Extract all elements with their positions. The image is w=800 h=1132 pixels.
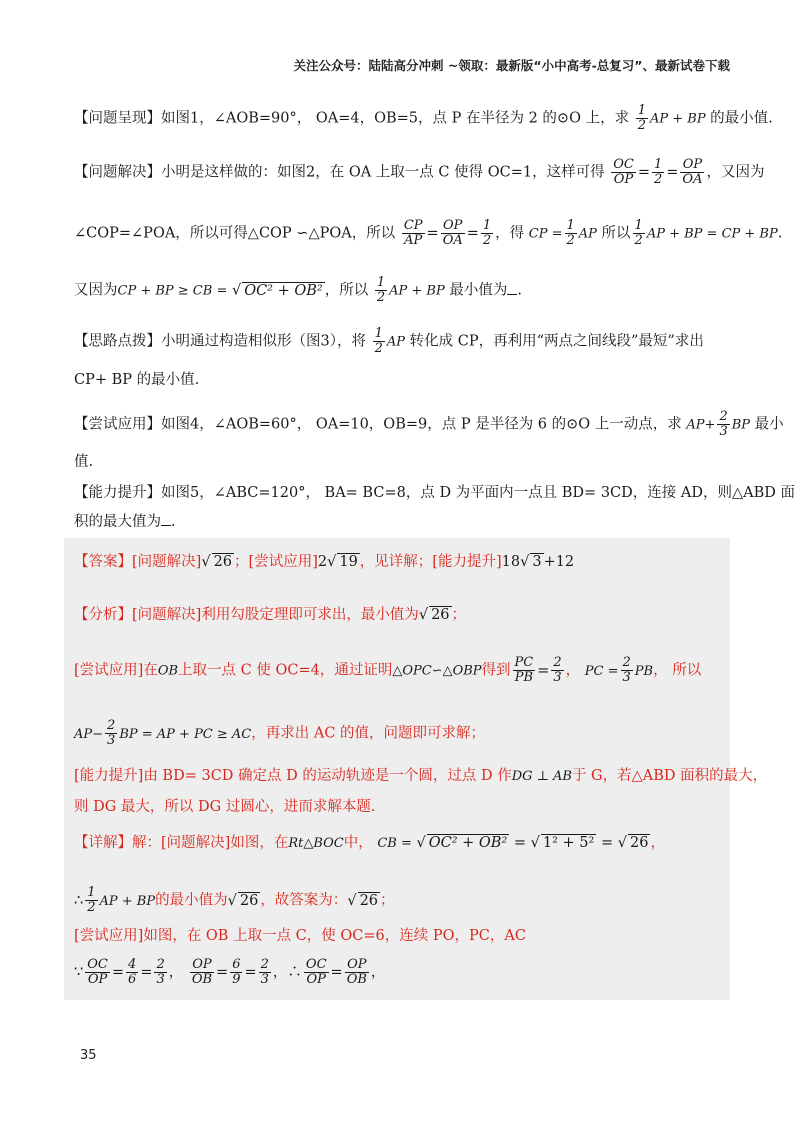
hint-tag: 【思路点拨】 [74,333,161,350]
answer-part3: ，见详解；[能力提升] [359,554,502,570]
therefore-end: ； [380,892,395,909]
answer-blank [507,282,517,295]
detail-line1: 【详解】解：[问题解决]如图，在Rt△BOC中， CB = √ OC² + OB² = √ 1² + 5² = √ 26 ， [74,835,665,851]
page-header: 关注公众号：陆陆高分冲刺 ~领取：最新版“小中高考-总复习”、最新试卷下载 [293,58,730,73]
detail-end: ， [650,835,665,851]
comma2: ，∴ [272,964,302,981]
try-text: 如图4，∠AOB=60°， OA=10，OB=9，点 P 是半径为 6 的⊙O 上一动点，求 [161,416,682,433]
therefore-mid: 的最小值为 [155,892,228,909]
answer-line: 【答案】[问题解决]√ 26 ；[尝试应用]2√ 19 ，见详解；[能力提升]18√ 3 +12 [74,554,575,570]
solve-text1-end: ，又因为 [706,164,765,181]
improve-blank [161,513,171,526]
presentation-tag: 【问题呈现】 [74,110,161,127]
detail-text: 解：[问题解决]如图，在 [132,835,289,851]
analysis-try-line1: [尝试应用]在OB上取一点 C 使 OC=4，通过证明△OPC∽△OBP得到 $\frac{PC}{PB}$ = $\frac{2}{3}$ ， PC = $\frac{2}{3}$ PB， 所以 [74,655,702,685]
detail-tag: 【详解】 [74,835,132,851]
problem-solve-line3: 又因为CP + BP ≥ CB = √ OC² + OB² ，所以 $\frac{1}{2}$ AP + BP 最小值为 . [74,275,522,305]
analysis-improve-line1: [能力提升]由 BD= 3CD 确定点 D 的运动轨迹是一个圆，过点 D 作DG ⊥ AB于 G，若△ABD 面积的最大， [74,768,768,784]
try-line1b: 上取一点 C 使 OC=4，通过证明 [178,662,393,679]
problem-try-line1: 【尝试应用】如图4，∠AOB=60°， OA=10，OB=9，点 P 是半径为 6 的⊙O 上一动点，求 AP+ $\frac{2}{3}$ BP 最小 [74,409,784,439]
try-line1c: 得到 [481,662,511,679]
presentation-text: 如图1，∠AOB=90°， OA=4，OB=5，点 P 在半径为 2 的⊙O 上，求 [161,110,630,127]
try-text-end: 最小 [754,416,784,433]
problem-try-line2: 值. [74,454,94,470]
solve-text3-mid: ，所以 [324,282,369,299]
improve-text2: 积的最大值为 [74,514,161,530]
answer-part1: [问题解决] [132,554,202,570]
try-ratio-line: ∵ $\frac{OC}{OP}$ = $\frac{4}{6}$ = $\frac{2}{3}$ ， $\frac{OP}{OB}$ = $\frac{6}{9}$ = $\frac{2}{3}$ ，∴ $\frac{OC}{OP}$ = $\frac{OP}{OB}$ ， [74,957,386,987]
analysis-try-line2: AP− $\frac{2}{3}$ BP = AP + PC ≥ AC，再求出 AC 的值，问题即可求解； [74,718,486,748]
improve-text2-end: . [171,514,176,530]
therefore-line: ∴ $\frac{1}{2}$ AP + BP的最小值为√ 26 ，故答案为：√ 26 ； [74,885,395,915]
detail-mid: 中， [343,835,373,851]
improve-tag: 【能力提升】 [74,485,161,501]
fraction-half: $\frac{1}{2}$ [637,103,646,133]
analysis-improve-line2: 则 DG 最大，所以 DG 过圆心，进而求解本题. [74,799,376,815]
analysis-end: ； [451,607,467,623]
solve-text2-mid2: 所以 [601,225,631,242]
analysis-line: 【分析】[问题解决]利用勾股定理即可求出，最小值为√ 26 ； [74,607,467,623]
therefore-mid2: ，故答案为： [260,892,348,909]
hint-text-end: 转化成 CP，再利用“两点之间线段”最短”求出 [409,333,704,350]
solve-text2: ∠COP=∠POA，所以可得△COP ∽△POA，所以 [74,225,396,242]
solve-text3-end: 最小值为 [449,282,508,299]
improve-line1b: 于 G，若△ABD 面积的最大， [571,768,768,784]
presentation-end: 的最小值. [710,110,773,127]
solve-text3: 又因为 [74,282,118,299]
try-line2b: ，再求出 AC 的值，问题即可求解； [251,725,486,742]
comma3: ， [370,964,386,981]
hint-text: 小明通过构造相似形（图3），将 [161,333,366,350]
problem-solve-line1: 【问题解决】小明是这样做的：如图2，在 OA 上取一点 C 使得 OC=1，这样可得 $\frac{OC}{OP}$ = $\frac{1}{2}$ = $\frac{OP}{OA}$ ，又因为 [74,157,765,187]
analysis-text: [问题解决]利用勾股定理即可求出，最小值为 [132,607,419,623]
try-tag: 【尝试应用】 [74,416,161,433]
improve-text: 如图5，∠ABC=120°， BA= BC=8，点 D 为平面内一点且 BD= 3CD，连接 AD，则△ABD 面 [161,485,795,501]
try-line1a: [尝试应用]在 [74,662,158,679]
try-detail-line: [尝试应用]如图，在 OB 上取一点 C，使 OC=6，连续 PO，PC，AC [74,928,526,944]
try-line1d: ， [565,662,581,679]
improve-line1a: [能力提升]由 BD= 3CD 确定点 D 的运动轨迹是一个圆，过点 D 作 [74,768,512,784]
problem-hint-line1: 【思路点拨】小明通过构造相似形（图3），将 $\frac{1}{2}$ AP 转化成 CP，再利用“两点之间线段”最短”求出 [74,326,704,356]
answer-part2: ；[尝试应用] [234,554,318,570]
problem-improve-line2 [74,512,176,532]
problem-hint-line2: CP+ BP 的最小值. [74,372,200,388]
analysis-tag: 【分析】 [74,607,132,623]
answer-tag: 【答案】 [74,554,132,570]
try-line1e: ， 所以 [653,662,702,679]
comma1: ， [168,964,184,981]
solve-text2-mid: ，得 [495,225,525,242]
solve-text1: 小明是这样做的：如图2，在 OA 上取一点 C 使得 OC=1，这样可得 [161,164,605,181]
page-number: 35 [80,1048,97,1063]
problem-solve-line2: ∠COP=∠POA，所以可得△COP ∽△POA，所以 $\frac{CP}{AP}$ = $\frac{OP}{OA}$ = $\frac{1}{2}$ ，得 CP = $\frac{1}{2}$ AP 所以 $\frac{1}{2}$ AP + BP = CP + BP. [74,218,783,248]
problem-presentation: 【问题呈现】如图1，∠AOB=90°， OA=4，OB=5，点 P 在半径为 2 的⊙O 上，求 $\frac{1}{2}$ AP + BP 的最小值. [74,103,773,133]
solve-tag: 【问题解决】 [74,164,161,181]
problem-improve-line1 [74,483,795,503]
